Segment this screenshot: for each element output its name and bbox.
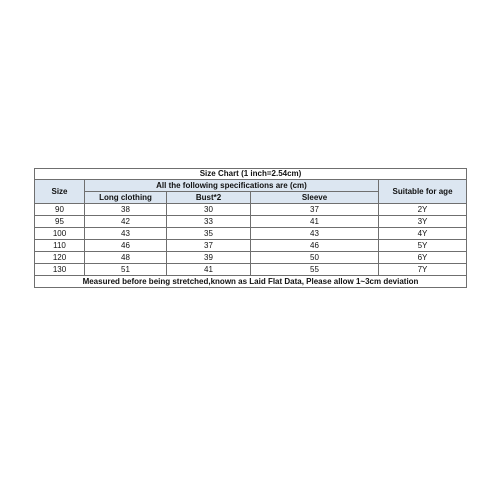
- age-cell: 2Y: [379, 204, 467, 216]
- long-clothing-cell: 43: [85, 228, 167, 240]
- bust-cell: 37: [167, 240, 251, 252]
- bust-cell: 41: [167, 264, 251, 276]
- size-cell: 100: [35, 228, 85, 240]
- long-clothing-cell: 38: [85, 204, 167, 216]
- note-row: [35, 276, 467, 288]
- sleeve-cell: 50: [251, 252, 379, 264]
- size-cell: 90: [35, 204, 85, 216]
- sleeve-cell: 37: [251, 204, 379, 216]
- sleeve-header: Sleeve: [251, 192, 379, 204]
- size-cell: 110: [35, 240, 85, 252]
- table-row: [35, 264, 467, 276]
- bust-header: Bust*2: [167, 192, 251, 204]
- size-cell: 95: [35, 216, 85, 228]
- long-clothing-cell: 51: [85, 264, 167, 276]
- bust-cell: 30: [167, 204, 251, 216]
- bust-cell: 35: [167, 228, 251, 240]
- age-cell: 5Y: [379, 240, 467, 252]
- table-row: [35, 240, 467, 252]
- age-cell: 7Y: [379, 264, 467, 276]
- sleeve-cell: 43: [251, 228, 379, 240]
- long-clothing-cell: 48: [85, 252, 167, 264]
- bust-cell: 39: [167, 252, 251, 264]
- table-row: [35, 216, 467, 228]
- size-chart-table: [34, 168, 467, 288]
- size-cell: 130: [35, 264, 85, 276]
- table-row: [35, 228, 467, 240]
- title-row: [35, 169, 467, 180]
- age-cell: 4Y: [379, 228, 467, 240]
- sleeve-cell: 55: [251, 264, 379, 276]
- long-clothing-cell: 46: [85, 240, 167, 252]
- header-row: [35, 180, 467, 192]
- long-clothing-header: Long clothing: [85, 192, 167, 204]
- bust-cell: 33: [167, 216, 251, 228]
- measurement-note: Measured before being stretched,known as Laid Flat Data, Please allow 1~3cm deviation: [35, 276, 467, 288]
- sleeve-cell: 46: [251, 240, 379, 252]
- age-header: Suitable for age: [379, 180, 467, 204]
- size-header: Size: [35, 180, 85, 204]
- age-cell: 6Y: [379, 252, 467, 264]
- sleeve-cell: 41: [251, 216, 379, 228]
- long-clothing-cell: 42: [85, 216, 167, 228]
- table-row: [35, 252, 467, 264]
- specs-group-header: All the following specifications are (cm): [85, 180, 379, 192]
- age-cell: 3Y: [379, 216, 467, 228]
- table-row: [35, 204, 467, 216]
- size-cell: 120: [35, 252, 85, 264]
- chart-title: Size Chart (1 inch=2.54cm): [35, 169, 467, 180]
